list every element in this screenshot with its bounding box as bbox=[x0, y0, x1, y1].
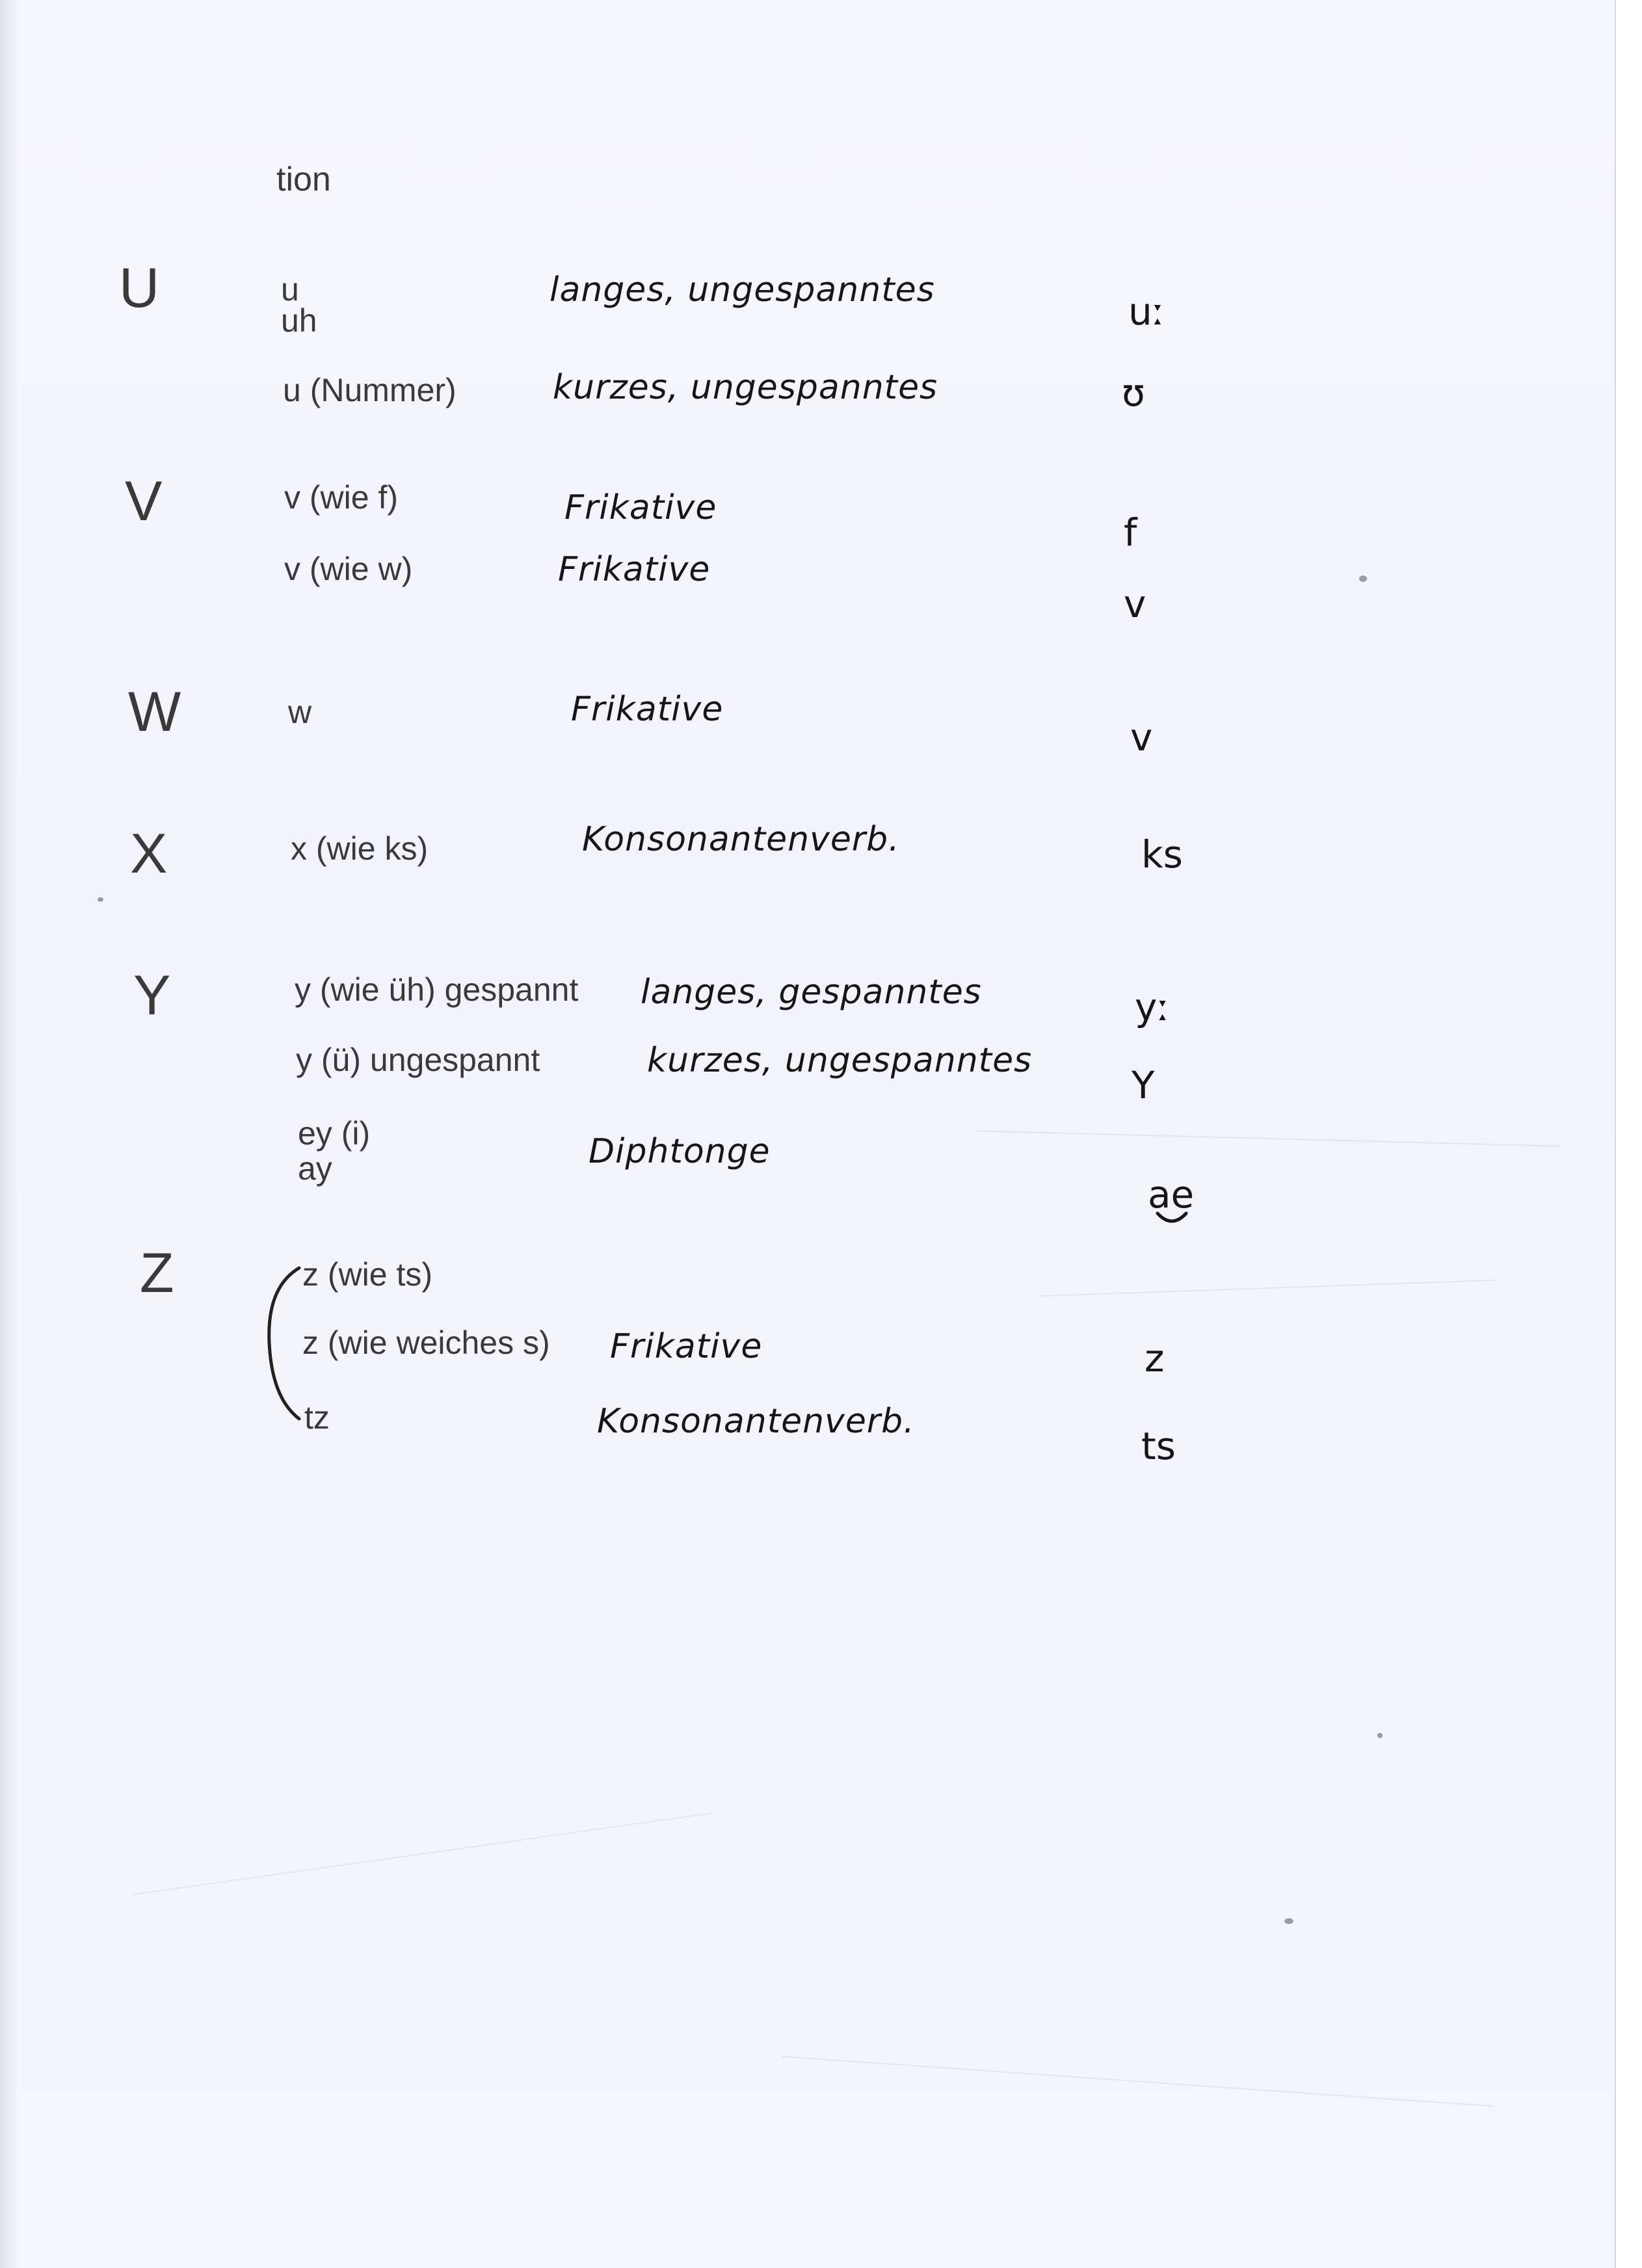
ipa-long-y: yː bbox=[1135, 985, 1170, 1029]
paper-speck bbox=[1359, 575, 1367, 582]
note-kurzes-ungespanntes-y: kurzes, ungespanntes bbox=[647, 1041, 1033, 1080]
note-langes-gespanntes: langes, gespanntes bbox=[641, 973, 982, 1012]
spelling-uh: uh bbox=[281, 302, 317, 339]
note-konsonantenverb-z: Konsonantenverb. bbox=[597, 1402, 915, 1441]
ipa-f: f bbox=[1124, 510, 1137, 555]
note-konsonantenverb-x: Konsonantenverb. bbox=[582, 820, 900, 859]
ipa-short-u: ʊ bbox=[1122, 371, 1145, 415]
paper-speck bbox=[1377, 1733, 1383, 1738]
spelling-u-nummer: u (Nummer) bbox=[283, 372, 457, 408]
note-frikative-w: Frikative bbox=[571, 690, 724, 729]
spelling-w: w bbox=[288, 694, 312, 730]
section-letter-y: Y bbox=[133, 964, 171, 1027]
paper-left-edge bbox=[0, 0, 18, 2268]
section-letter-u: U bbox=[119, 257, 160, 319]
ipa-short-y: Y bbox=[1132, 1063, 1155, 1107]
section-letter-w: W bbox=[128, 681, 181, 743]
note-frikative-v1: Frikative bbox=[564, 488, 717, 527]
spelling-u: u bbox=[281, 271, 299, 308]
note-langes-ungespanntes: langes, ungespanntes bbox=[550, 270, 935, 310]
ipa-ae-diphthong: ae bbox=[1148, 1172, 1195, 1217]
scan-background-edge bbox=[1615, 0, 1642, 2268]
ipa-ks: ks bbox=[1141, 832, 1183, 877]
spelling-y-wie-uh: y (wie üh) gespannt bbox=[295, 971, 579, 1008]
ipa-z: z bbox=[1145, 1336, 1165, 1380]
spelling-y-ue: y (ü) ungespannt bbox=[296, 1042, 540, 1078]
ipa-ts: ts bbox=[1141, 1424, 1176, 1468]
spelling-z-wie-ts: z (wie ts) bbox=[302, 1256, 432, 1293]
note-frikative-z: Frikative bbox=[610, 1327, 763, 1366]
ipa-w: v bbox=[1130, 715, 1153, 759]
spelling-ey: ey (i) bbox=[298, 1115, 371, 1152]
paper-speck bbox=[98, 897, 103, 902]
section-letter-z: Z bbox=[140, 1242, 174, 1304]
paper-speck bbox=[1284, 1918, 1293, 1924]
spelling-x-wie-ks: x (wie ks) bbox=[291, 830, 429, 867]
spelling-ay: ay bbox=[298, 1150, 332, 1187]
z-group-bracket bbox=[260, 1261, 306, 1424]
spelling-z-wie-weiches-s: z (wie weiches s) bbox=[302, 1325, 550, 1361]
spelling-v-wie-f: v (wie f) bbox=[284, 479, 398, 516]
section-letter-v: V bbox=[125, 470, 163, 533]
ipa-v: v bbox=[1124, 582, 1146, 626]
diphthong-arc-icon bbox=[1152, 1209, 1191, 1229]
note-kurzes-ungespanntes: kurzes, ungespanntes bbox=[553, 368, 938, 407]
section-letter-x: X bbox=[130, 823, 168, 885]
ipa-long-u: uː bbox=[1128, 289, 1165, 334]
header-fragment: tion bbox=[276, 161, 331, 198]
spelling-tz: tz bbox=[304, 1399, 330, 1436]
note-diphtonge: Diphtonge bbox=[589, 1132, 771, 1171]
spelling-v-wie-w: v (wie w) bbox=[284, 551, 413, 587]
note-frikative-v2: Frikative bbox=[558, 550, 711, 589]
